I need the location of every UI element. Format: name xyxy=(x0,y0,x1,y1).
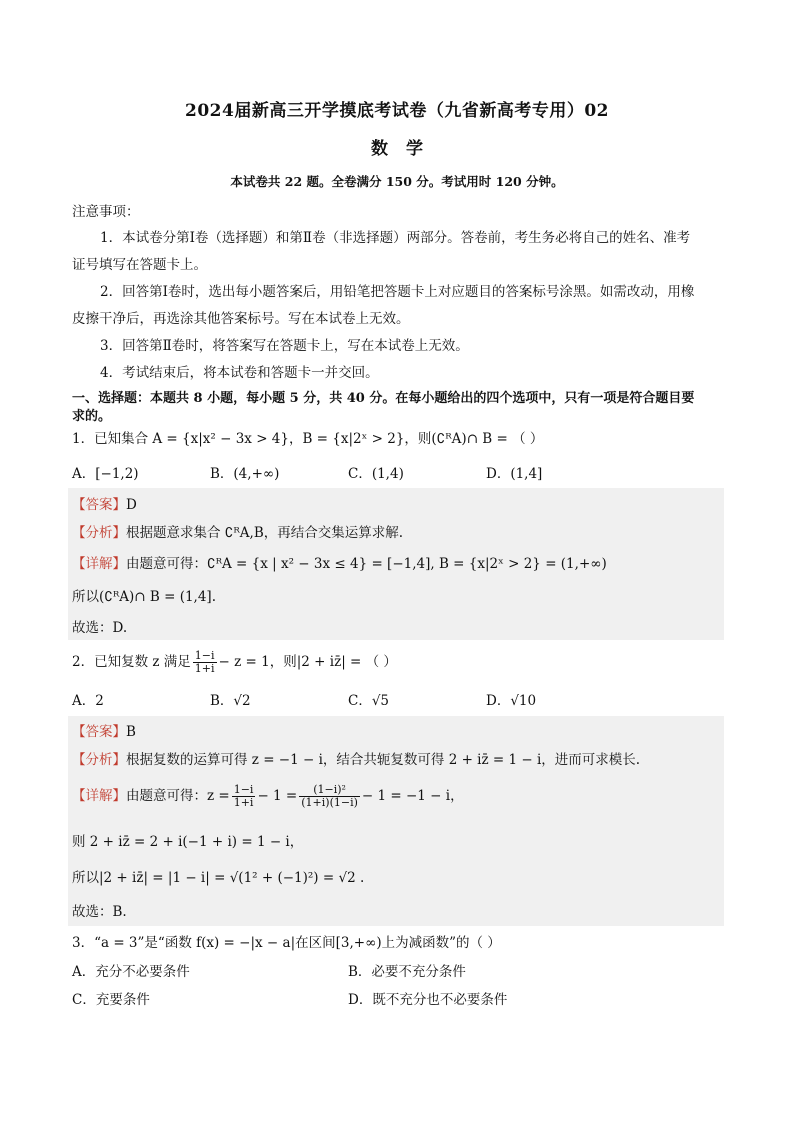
subject-title: 数学 xyxy=(371,139,441,159)
q1-conclusion: 所以(∁ᴿA)∩ B = (1,4]. xyxy=(72,589,216,605)
q1-stem: 1．已知集合 A = {x|x² − 3x > 4}，B = {x|2ˣ > 2}，则(∁ᴿA)∩ B = （ ） xyxy=(72,431,544,447)
q2-analysis-tag: 【分析】 xyxy=(72,752,126,768)
q2-step-2: 则 2 + iz̄ = 2 + i(−1 + i) = 1 − i， xyxy=(72,834,304,850)
note-item-2-line-1: 2．回答第Ⅰ卷时，选出每小题答案后，用铅笔把答题卡上对应题目的答案标号涂黑。如需改动，用橡 xyxy=(100,284,695,300)
q2-answer-tag: 【答案】 xyxy=(72,724,126,740)
q2-detail-f1-den: 1+i xyxy=(233,796,254,809)
q3-option-c: C．充要条件 xyxy=(72,992,150,1008)
q1-analysis-line xyxy=(72,521,403,541)
q3-option-b: B．必要不充分条件 xyxy=(348,964,466,980)
section-heading-line-2: 求的。 xyxy=(72,409,112,424)
q3-option-a: A．充分不必要条件 xyxy=(72,964,190,980)
note-item-1-line-1: 1．本试卷分第Ⅰ卷（选择题）和第Ⅱ卷（非选择题）两部分。答卷前，考生务必将自己的姓名、准考 xyxy=(100,230,691,246)
q2-analysis-line xyxy=(72,748,640,768)
q1-option-c: C．(1,4) xyxy=(348,466,404,482)
q2-step-3: 所以|2 + iz̄| = |1 − i| = √(1² + (−1)²) = √2 . xyxy=(72,870,365,886)
q2-detail-fraction-1 xyxy=(232,784,256,809)
q1-option-d: D．(1,4] xyxy=(486,466,543,482)
q2-stem-fraction xyxy=(193,650,217,675)
q2-detail-line xyxy=(72,784,464,809)
q3-option-d: D．既不充分也不必要条件 xyxy=(348,992,508,1008)
q2-option-d: D．√10 xyxy=(486,693,537,709)
q2-frac-den: 1+i xyxy=(194,662,215,675)
q2-option-c: C．√5 xyxy=(348,693,390,709)
q2-detail-tag: 【详解】 xyxy=(72,788,126,804)
q2-analysis-text: 根据复数的运算可得 z = −1 − i，结合共轭复数可得 2 + iz̄ = 1 − i，进而可求模长. xyxy=(126,752,641,768)
q2-detail-f2-num: (1−i)² xyxy=(299,784,360,797)
q2-answer-value: B xyxy=(126,724,136,740)
q2-frac-num: 1−i xyxy=(194,649,215,662)
q1-option-b: B．(4,+∞) xyxy=(210,466,280,482)
q2-detail-f2-den: (1+i)(1−i) xyxy=(301,796,358,809)
q2-detail-end: − 1 = −1 − i， xyxy=(361,788,464,804)
q2-choice: 故选：B. xyxy=(72,904,127,920)
q1-answer-tag: 【答案】 xyxy=(72,497,126,513)
note-item-3: 3．回答第Ⅱ卷时，将答案写在答题卡上，写在本试卷上无效。 xyxy=(100,338,469,354)
q2-option-a: A．2 xyxy=(72,693,104,709)
q2-detail-fraction-2 xyxy=(299,784,360,809)
section-heading-line-1: 一、选择题：本题共 8 小题，每小题 5 分，共 40 分。在每小题给出的四个选项中，只有一项是符合题目要 xyxy=(72,391,695,406)
q2-stem-start: 2．已知复数 z 满足 xyxy=(72,654,191,670)
q1-answer-value: D xyxy=(126,497,137,513)
q1-analysis-tag: 【分析】 xyxy=(72,525,126,541)
q1-answer-line xyxy=(72,493,137,513)
note-item-2-line-2: 皮擦干净后，再选涂其他答案标号。写在本试卷上无效。 xyxy=(72,311,410,327)
q1-option-a: A．[−1,2) xyxy=(72,466,139,482)
q1-detail-tag: 【详解】 xyxy=(72,556,126,572)
note-item-4: 4．考试结束后，将本试卷和答题卡一并交回。 xyxy=(100,365,379,381)
q2-option-b: B．√2 xyxy=(210,693,251,709)
note-item-1-line-2: 证号填写在答题卡上。 xyxy=(72,257,207,273)
q2-detail-start: 由题意可得：z = xyxy=(126,788,230,804)
notes-heading: 注意事项： xyxy=(72,204,140,220)
q3-stem: 3．“a = 3”是“函数 f(x) = −|x − a|在区间[3,+∞)上为减函数”的（ ） xyxy=(72,935,501,951)
page-title: 2024届新高三开学摸底考试卷（九省新高考专用）02 xyxy=(185,101,609,121)
q2-answer-line xyxy=(72,720,136,740)
q2-stem-end: − z = 1，则|2 + iz̄| = （ ） xyxy=(218,654,397,670)
q1-analysis-text: 根据题意求集合 ∁ᴿA,B，再结合交集运算求解. xyxy=(126,525,404,541)
q1-detail-line xyxy=(72,552,607,572)
exam-info: 本试卷共 22 题。全卷满分 150 分。考试用时 120 分钟。 xyxy=(230,174,564,189)
q1-choice: 故选：D. xyxy=(72,620,128,636)
q2-stem xyxy=(72,650,397,675)
q1-detail-text: 由题意可得：∁ᴿA = {x | x² − 3x ≤ 4} = [−1,4], B = {x|2ˣ > 2} = (1,+∞) xyxy=(126,556,607,572)
q2-detail-f1-num: 1−i xyxy=(233,783,254,796)
q2-detail-mid: − 1 = xyxy=(257,788,298,804)
